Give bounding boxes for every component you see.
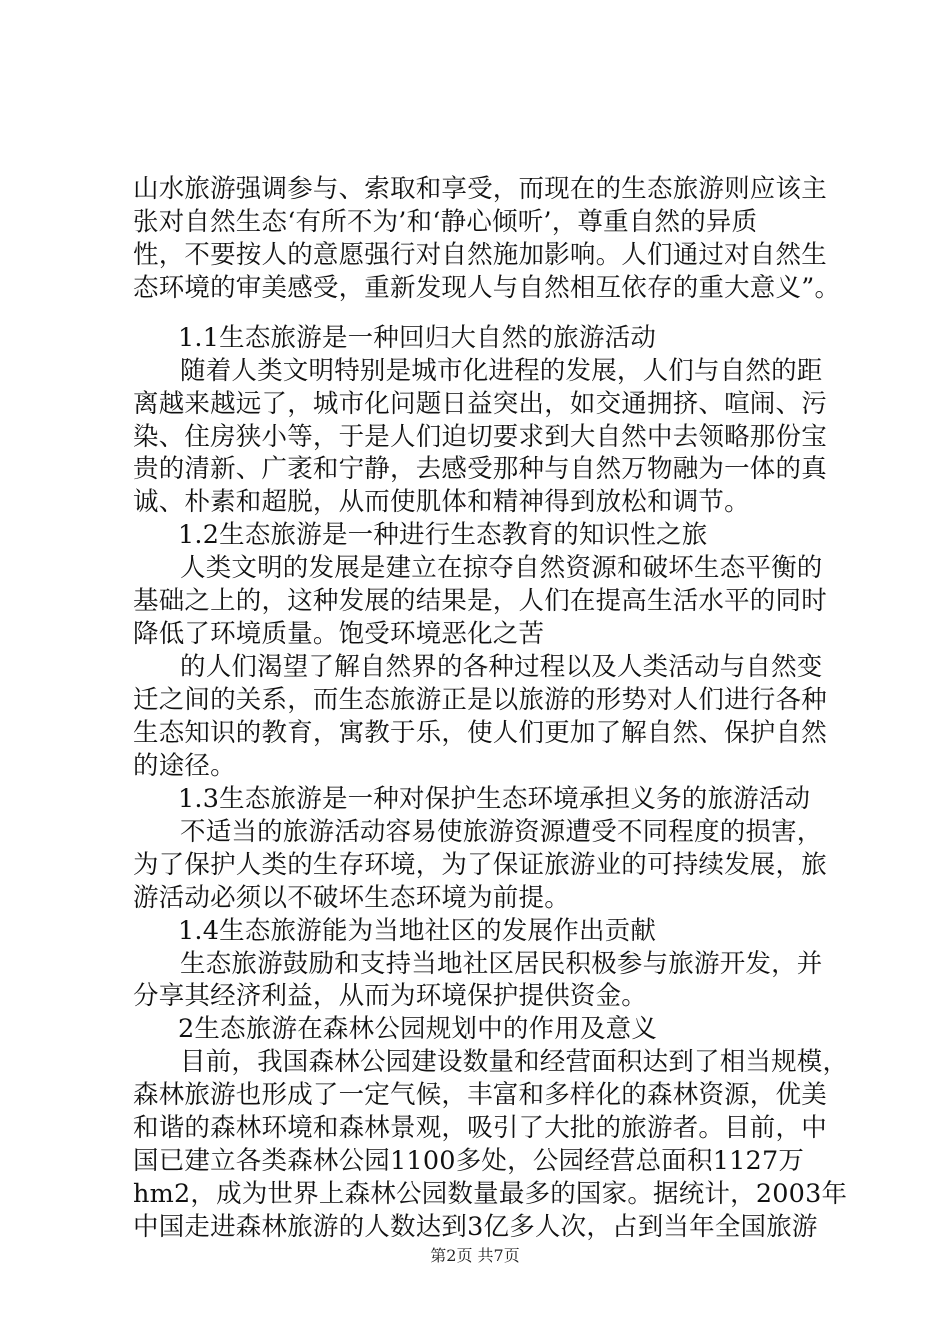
paragraph-line: 基础之上的，这种发展的结果是，人们在提高生活水平的同时 [133, 586, 827, 616]
paragraph-line: 态环境的审美感受，重新发现人与自然相互依存的重大意义”。 [133, 273, 841, 303]
paragraph-line: 张对自然生态‘有所不为’和‘静心倾听’，尊重自然的异质 [133, 207, 758, 237]
section-heading-1-1: 1.1生态旅游是一种回归大自然的旅游活动 [178, 323, 657, 353]
paragraph-line: 降低了环境质量。饱受环境恶化之苦 [133, 619, 545, 649]
paragraph-line: 和谐的森林环境和森林景观，吸引了大批的旅游者。目前，中 [133, 1113, 827, 1143]
paragraph-line: 随着人类文明特别是城市化进程的发展，人们与自然的距 [180, 356, 823, 386]
paragraph-line: 山水旅游强调参与、索取和享受，而现在的生态旅游则应该主 [133, 174, 827, 204]
section-heading-1-2: 1.2生态旅游是一种进行生态教育的知识性之旅 [178, 520, 708, 550]
paragraph-line: 人类文明的发展是建立在掠夺自然资源和破坏生态平衡的 [180, 553, 823, 583]
paragraph-line: 为了保护人类的生存环境，为了保证旅游业的可持续发展，旅 [133, 850, 827, 880]
section-heading-2: 2生态旅游在森林公园规划中的作用及意义 [178, 1014, 658, 1044]
page-number-footer: 第2页 共7页 [430, 1246, 520, 1265]
paragraph-line: hm2，成为世界上森林公园数量最多的国家。据统计，2003年 [133, 1179, 848, 1209]
paragraph-line: 的途径。 [133, 751, 236, 781]
paragraph-line: 分享其经济利益，从而为环境保护提供资金。 [133, 981, 648, 1011]
section-heading-1-3: 1.3生态旅游是一种对保护生态环境承担义务的旅游活动 [178, 784, 811, 814]
paragraph-line: 生态旅游鼓励和支持当地社区居民积极参与旅游开发，并 [180, 949, 823, 979]
paragraph-line: 国已建立各类森林公园1100多处，公园经营总面积1127万 [133, 1146, 805, 1176]
paragraph-line: 染、住房狭小等，于是人们迫切要求到大自然中去领略那份宝 [133, 422, 827, 452]
paragraph-line: 游活动必须以不破坏生态环境为前提。 [133, 883, 570, 913]
paragraph-line: 中国走进森林旅游的人数达到3亿多人次，占到当年全国旅游 [133, 1212, 818, 1242]
paragraph-line: 的人们渴望了解自然界的各种过程以及人类活动与自然变 [180, 652, 823, 682]
paragraph-line: 生态知识的教育，寓教于乐，使人们更加了解自然、保护自然 [133, 718, 827, 748]
paragraph-line: 森林旅游也形成了一定气候，丰富和多样化的森林资源，优美 [133, 1080, 827, 1110]
paragraph-line: 贵的清新、广袤和宁静，去感受那种与自然万物融为一体的真 [133, 454, 827, 484]
paragraph-line: 目前，我国森林公园建设数量和经营面积达到了相当规模， [180, 1047, 849, 1077]
paragraph-line: 离越来越远了，城市化问题日益突出，如交通拥挤、喧闹、污 [133, 389, 827, 419]
paragraph-line: 迁之间的关系，而生态旅游正是以旅游的形势对人们进行各种 [133, 685, 827, 715]
section-heading-1-4: 1.4生态旅游能为当地社区的发展作出贡献 [178, 916, 657, 946]
paragraph-line: 不适当的旅游活动容易使旅游资源遭受不同程度的损害， [180, 817, 823, 847]
paragraph-line: 诚、朴素和超脱，从而使肌体和精神得到放松和调节。 [133, 487, 750, 517]
paragraph-line: 性，不要按人的意愿强行对自然施加影响。人们通过对自然生 [133, 240, 827, 270]
